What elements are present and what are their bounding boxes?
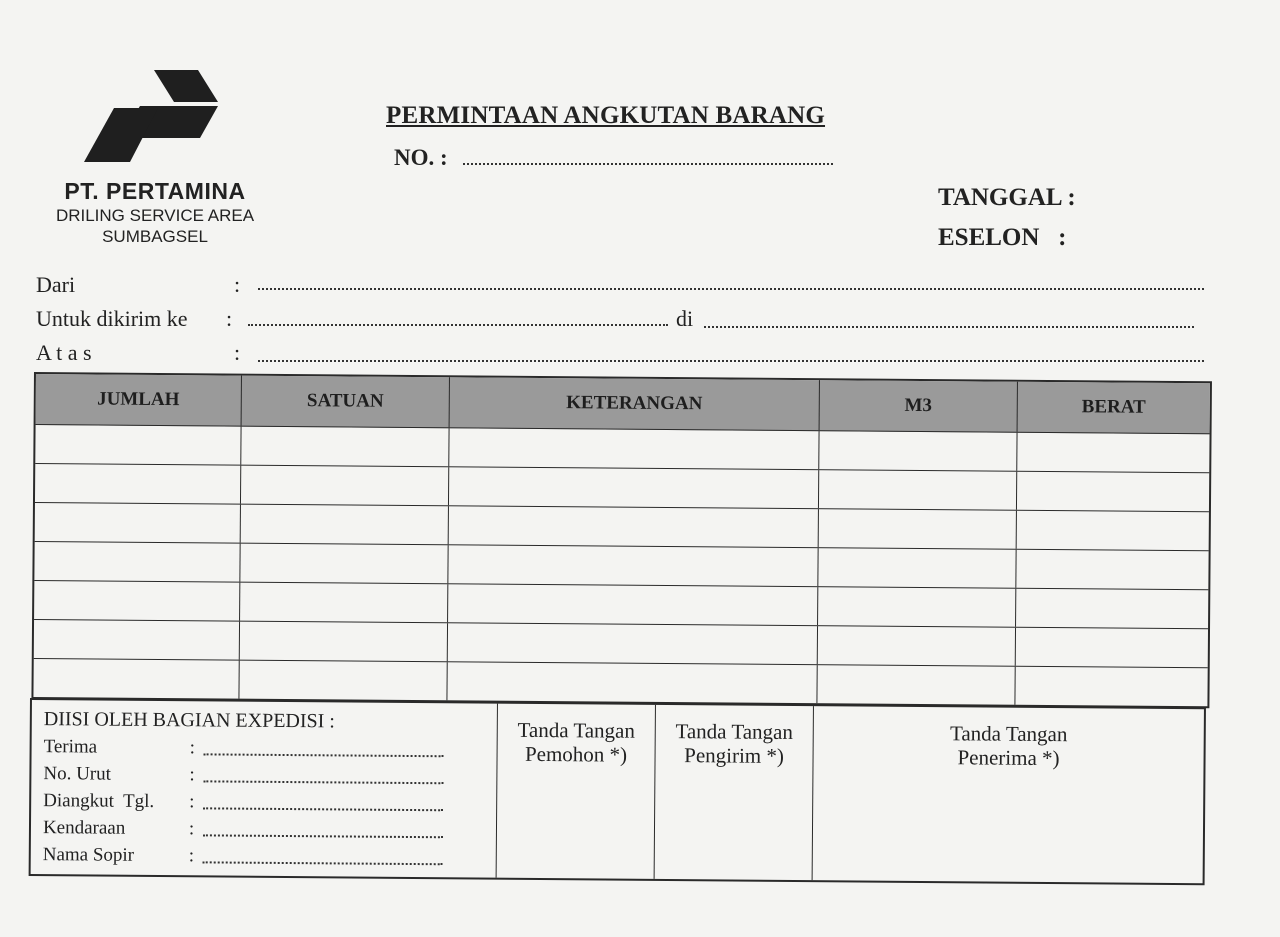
company-text [30, 178, 280, 247]
cell-keterangan[interactable] [449, 506, 819, 547]
signature-pengirim[interactable] [655, 705, 814, 880]
cell-m3[interactable] [819, 431, 1017, 471]
colon: : [226, 306, 233, 331]
header-keterangan: KETERANGAN [450, 377, 820, 430]
no-field[interactable] [463, 162, 833, 165]
dari-input[interactable] [258, 288, 1204, 290]
cell-jumlah[interactable] [34, 542, 240, 582]
cell-satuan[interactable] [241, 427, 449, 467]
expedisi-block [31, 700, 498, 878]
form-number [394, 145, 833, 171]
cell-m3[interactable] [819, 509, 1017, 549]
cell-berat[interactable] [1016, 628, 1208, 668]
cell-keterangan[interactable] [447, 662, 817, 703]
tanggal-label: TANGGAL : [938, 184, 1076, 211]
expedisi-row-kendaraan [43, 814, 484, 844]
di-label: di [676, 306, 694, 331]
cell-berat[interactable] [1017, 433, 1209, 473]
di-input[interactable] [704, 326, 1194, 328]
pertamina-logo-icon [80, 66, 220, 166]
cell-jumlah[interactable] [34, 581, 240, 621]
cell-jumlah[interactable] [33, 659, 239, 699]
cell-keterangan[interactable] [448, 545, 818, 586]
cell-m3[interactable] [819, 470, 1017, 510]
cell-berat[interactable] [1017, 511, 1209, 551]
cell-berat[interactable] [1017, 472, 1209, 512]
atas-label: A t a s [36, 340, 92, 365]
cell-satuan[interactable] [240, 622, 448, 662]
cell-berat[interactable] [1016, 550, 1208, 590]
cell-keterangan[interactable] [449, 467, 819, 508]
terima-input[interactable] [204, 741, 444, 757]
untuk-label: Untuk dikirim ke [36, 306, 188, 331]
header-satuan: SATUAN [242, 376, 450, 428]
expedisi-label: No. Urut [43, 762, 112, 785]
sig-label: Tanda Tangan [949, 721, 1068, 747]
colon: : [234, 340, 241, 365]
cell-m3[interactable] [818, 587, 1016, 627]
field-untuk [36, 306, 1206, 336]
no-urut-input[interactable] [203, 768, 443, 784]
atas-input[interactable] [258, 360, 1204, 362]
sig-role: Penerima *) [957, 745, 1060, 771]
field-atas [36, 340, 1206, 370]
company-line1: DRILING SERVICE AREA [55, 206, 255, 225]
form-title: PERMINTAAN ANGKUTAN BARANG [386, 102, 826, 129]
cell-satuan[interactable] [240, 544, 448, 584]
cell-m3[interactable] [818, 626, 1016, 666]
expedisi-label: Kendaraan [42, 816, 126, 839]
colon: : [188, 844, 195, 866]
cell-satuan[interactable] [239, 661, 447, 701]
cell-satuan[interactable] [241, 505, 449, 545]
colon: : [188, 817, 195, 839]
nama-sopir-input[interactable] [203, 849, 443, 865]
cell-keterangan[interactable] [448, 584, 818, 625]
header-berat: BERAT [1081, 396, 1146, 418]
sig-role: Pemohon *) [524, 741, 628, 767]
field-dari [36, 272, 1206, 302]
signature-pemohon[interactable] [497, 704, 656, 879]
expedisi-heading: DIISI OLEH BAGIAN EXPEDISI : [43, 708, 336, 733]
cell-m3[interactable] [817, 665, 1015, 705]
eselon-label: ESELON : [938, 224, 1067, 251]
expedisi-label: Diangkut Tgl. [43, 789, 155, 812]
cell-m3[interactable] [818, 548, 1016, 588]
sig-role: Pengirim *) [684, 743, 785, 768]
cell-jumlah[interactable] [34, 620, 240, 660]
expedisi-row-sopir [43, 841, 484, 871]
header-jumlah: JUMLAH [36, 374, 242, 426]
sig-label: Tanda Tangan [675, 719, 794, 744]
untuk-input[interactable] [248, 324, 668, 326]
kendaraan-input[interactable] [203, 822, 443, 838]
diangkut-input[interactable] [203, 795, 443, 811]
expedisi-row-terima [44, 733, 485, 763]
header-m3: M3 [820, 380, 1018, 432]
sig-label: Tanda Tangan [517, 717, 636, 743]
expedisi-label: Terima [43, 735, 98, 758]
cell-berat[interactable] [1015, 667, 1207, 707]
expedisi-row-no-urut [43, 760, 484, 790]
colon: : [189, 763, 195, 785]
table-header [36, 374, 1210, 434]
cell-satuan[interactable] [241, 466, 449, 506]
company-name: PT. PERTAMINA [64, 178, 246, 204]
cell-jumlah[interactable] [35, 464, 241, 504]
cell-satuan[interactable] [240, 583, 448, 623]
colon: : [189, 790, 195, 812]
cell-jumlah[interactable] [35, 503, 241, 543]
cell-jumlah[interactable] [35, 425, 241, 465]
colon: : [189, 736, 195, 758]
no-label: NO. : [394, 145, 448, 170]
right-fields [938, 184, 1076, 264]
signature-penerima[interactable] [813, 706, 1204, 883]
colon: : [234, 272, 241, 297]
dari-label: Dari [36, 272, 76, 297]
cell-berat[interactable] [1016, 589, 1208, 629]
cell-keterangan[interactable] [448, 623, 818, 664]
cell-keterangan[interactable] [449, 428, 819, 469]
expedisi-row-diangkut [43, 787, 484, 817]
company-line2: SUMBAGSEL [102, 227, 208, 246]
expedisi-label: Nama Sopir [42, 843, 135, 866]
items-table [31, 372, 1212, 708]
signature-section [29, 698, 1206, 885]
